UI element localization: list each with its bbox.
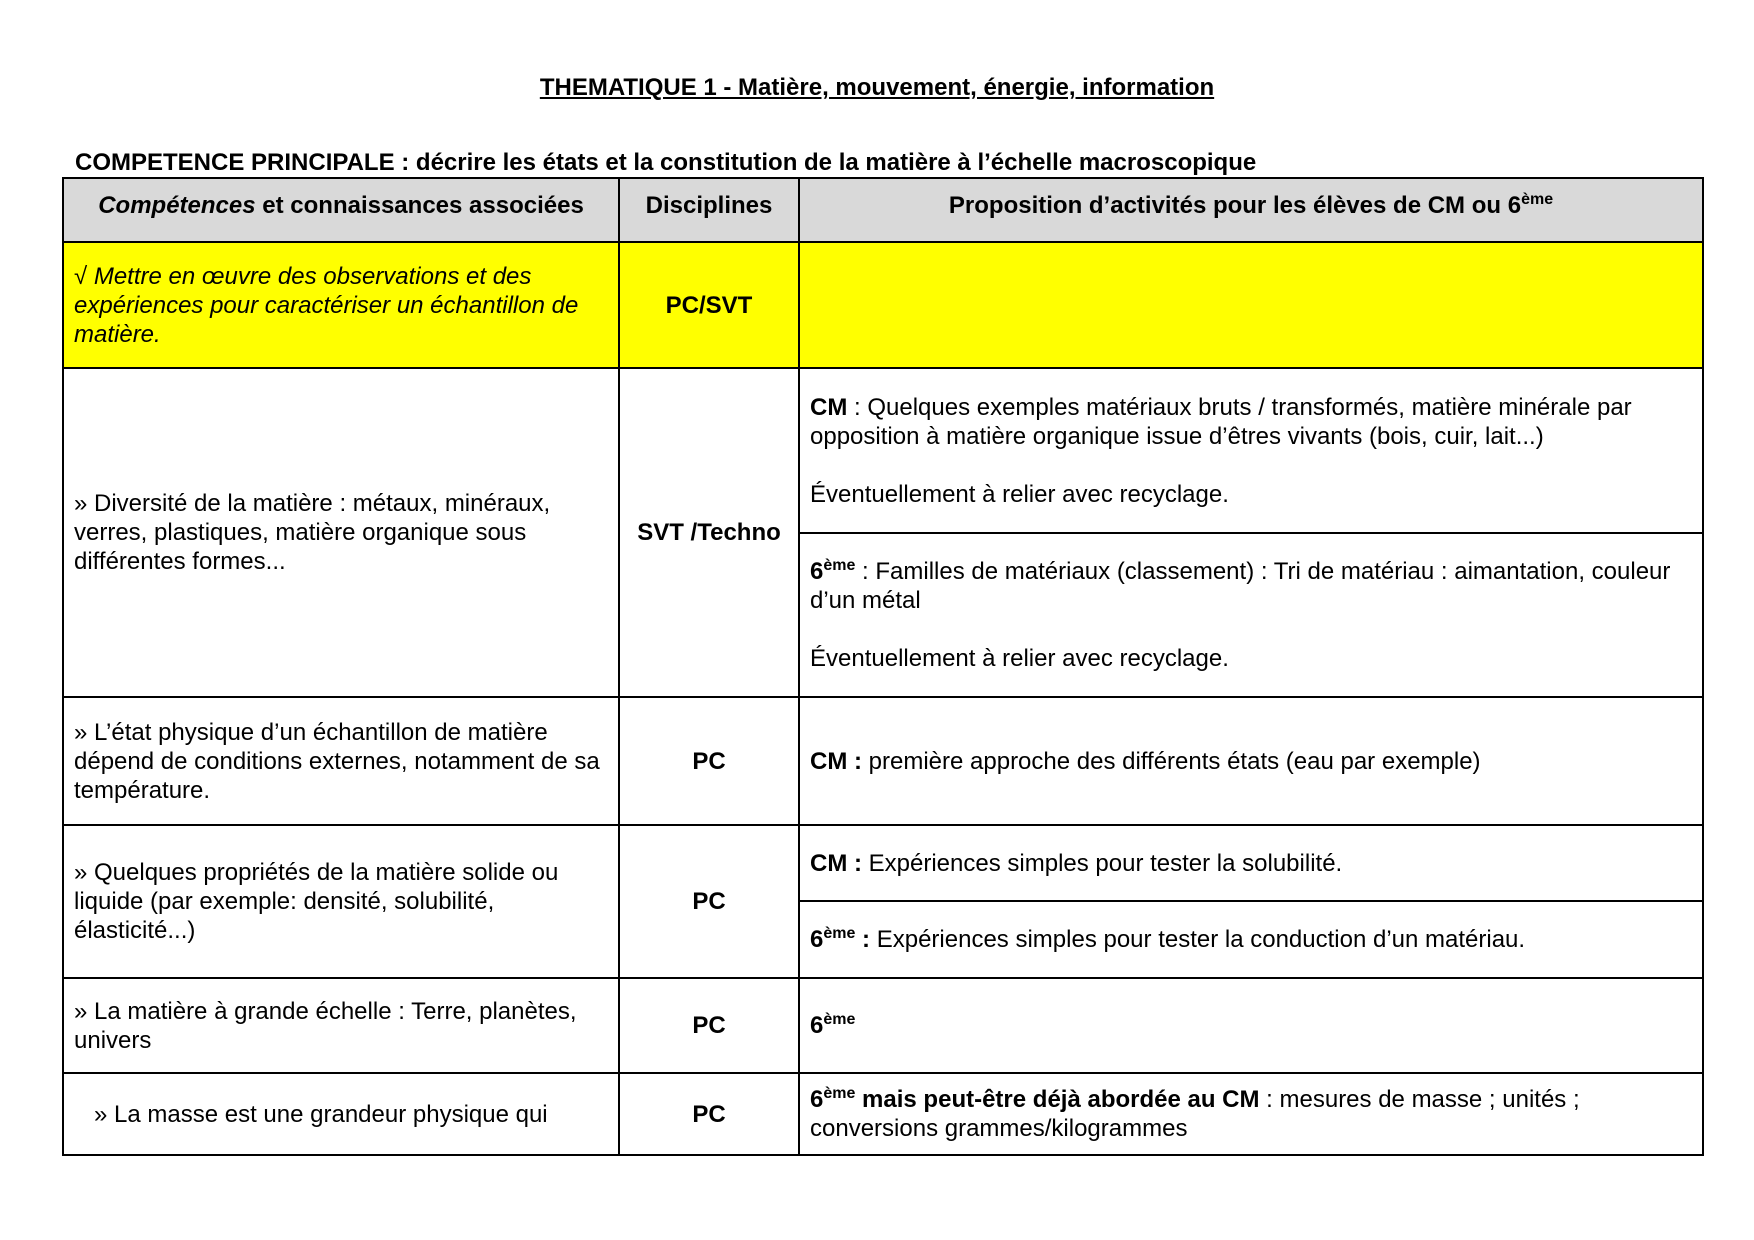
header-competences: Compétences et connaissances associées [63,178,619,242]
activity-cell: CM : première approche des différents états (eau par exemple) [799,697,1703,825]
table-row [63,697,1703,825]
activity-cell: CM : Expériences simples pour tester la solubilité. [799,825,1703,901]
activity-cell: 6ème [799,978,1703,1073]
table-row [63,1073,1703,1155]
header-activites: Proposition d’activités pour les élèves de CM ou 6ème [799,178,1703,242]
competence-cell: » Diversité de la matière : métaux, minéraux, verres, plastiques, matière organique sous différentes formes... [63,368,619,697]
competence-cell: √ Mettre en œuvre des observations et des expériences pour caractériser un échantillon de matière. [63,242,619,368]
discipline-cell: PC [619,697,799,825]
activity-cell [799,242,1703,368]
competence-table [62,177,1704,1156]
activity-cell: 6ème mais peut-être déjà abordée au CM : mesures de masse ; unités ; conversions grammes/kilogrammes [799,1073,1703,1155]
competence-cell: » L’état physique d’un échantillon de matière dépend de conditions externes, notamment de sa température. [63,697,619,825]
activity-cell: CM : Quelques exemples matériaux bruts / transformés, matière minérale par opposition à matière organique issue d’êtres vivants (bois, cuir, lait...) Éventuellement à relier avec recyclage. [799,368,1703,533]
table-row [63,978,1703,1073]
activity-cell: 6ème : Expériences simples pour tester la conduction d’un matériau. [799,901,1703,978]
table-header-row [63,178,1703,242]
header-disciplines: Disciplines [619,178,799,242]
competence-cell: » La masse est une grandeur physique qui [63,1073,619,1155]
competence-cell: » La matière à grande échelle : Terre, planètes, univers [63,978,619,1073]
discipline-cell: PC [619,1073,799,1155]
table-row [63,368,1703,533]
discipline-cell: SVT /Techno [619,368,799,697]
section-subtitle: COMPETENCE PRINCIPALE : décrire les états et la constitution de la matière à l’échelle macroscopique [75,149,1257,176]
table-row [63,825,1703,901]
competence-cell: » Quelques propriétés de la matière solide ou liquide (par exemple: densité, solubilité, élasticité...) [63,825,619,978]
discipline-cell: PC [619,825,799,978]
table-row [63,242,1703,368]
activity-cell: 6ème : Familles de matériaux (classement) : Tri de matériau : aimantation, couleur d’un métal Éventuellement à relier avec recyclage. [799,533,1703,697]
page-title: THEMATIQUE 1 - Matière, mouvement, énergie, information [539,74,1215,101]
discipline-cell: PC [619,978,799,1073]
discipline-cell: PC/SVT [619,242,799,368]
